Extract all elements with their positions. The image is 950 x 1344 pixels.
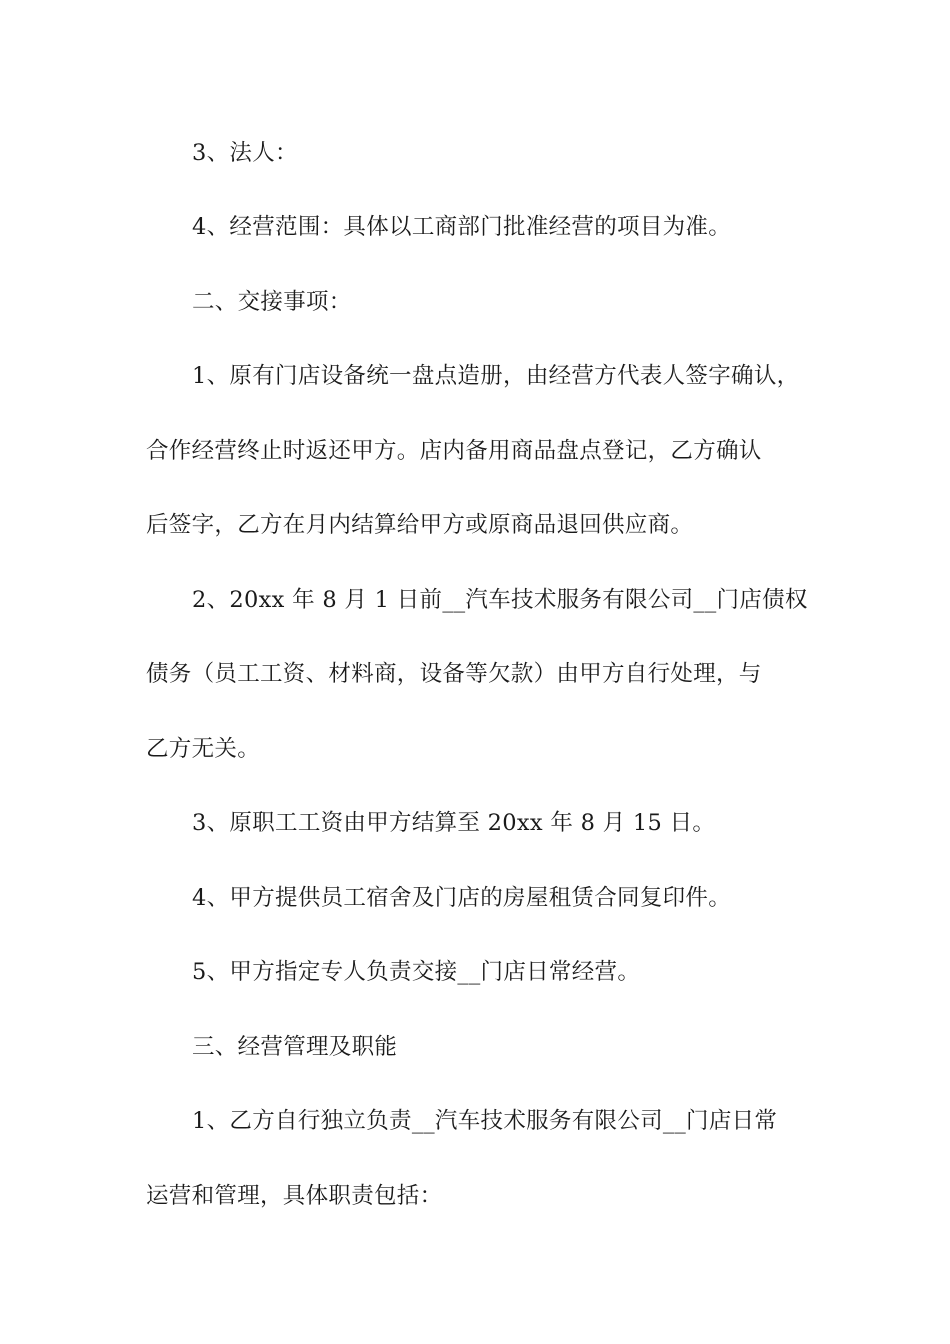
- text-line-operations-2: 运营和管理，具体职责包括：: [146, 1183, 443, 1209]
- text-line-lease-copy: 4、甲方提供员工宿舍及门店的房屋租赁合同复印件。: [192, 885, 732, 911]
- text-line-debts-2: 债务（员工工资、材料商，设备等欠款）由甲方自行处理，与: [146, 661, 762, 687]
- text-line-equipment-1: 1、原有门店设备统一盘点造册，由经营方代表人签字确认，: [192, 363, 800, 389]
- text-line-operations-1: 1、乙方自行独立负责__汽车技术服务有限公司__门店日常: [192, 1108, 778, 1134]
- text-line-designated-person: 5、甲方指定专人负责交接__门店日常经营。: [192, 959, 641, 985]
- text-line-equipment-2: 合作经营终止时返还甲方。店内备用商品盘点登记，乙方确认: [146, 438, 762, 464]
- text-line-legal-person: 3、法人：: [192, 140, 298, 166]
- text-line-wages: 3、原职工工资由甲方结算至 20xx 年 8 月 15 日。: [192, 810, 716, 836]
- text-line-equipment-3: 后签字，乙方在月内结算给甲方或原商品退回供应商。: [146, 512, 694, 538]
- section-heading-management: 三、经营管理及职能: [192, 1034, 398, 1060]
- text-line-business-scope: 4、经营范围：具体以工商部门批准经营的项目为准。: [192, 214, 732, 240]
- text-line-debts-1: 2、20xx 年 8 月 1 日前__汽车技术服务有限公司__门店债权: [192, 587, 808, 613]
- text-line-debts-3: 乙方无关。: [146, 736, 261, 762]
- section-heading-handover: 二、交接事项：: [192, 289, 352, 315]
